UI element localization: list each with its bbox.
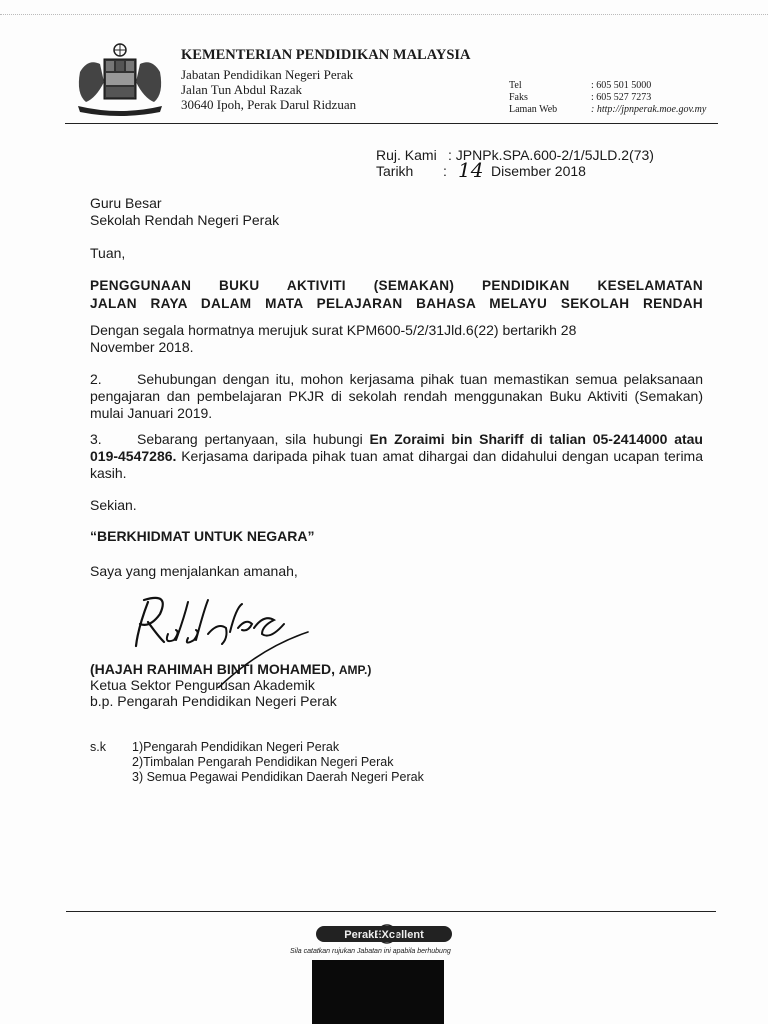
signatory-title: AMP.) — [338, 663, 372, 677]
paragraph-3-text-a: Sebarang pertanyaan, sila hubungi — [137, 431, 370, 447]
ref-label: Ruj. Kami — [376, 147, 437, 163]
svg-text:PerakEXcellent: PerakEXcellent — [344, 929, 424, 941]
fax-label: Faks — [509, 92, 528, 103]
date-day-handwritten: 14 — [458, 158, 484, 182]
signatory-name-text: (HAJAH RAHIMAH BINTI MOHAMED, — [90, 661, 335, 677]
signatory-behalf: b.p. Pengarah Pendidikan Negeri Perak — [90, 693, 337, 709]
subject-line-1: PENGGUNAAN BUKU AKTIVITI (SEMAKAN) PENDIDIKAN KESELAMATAN — [90, 278, 703, 293]
cc-item-3: 3) Semua Pegawai Pendidikan Daerah Negeri Perak — [132, 770, 424, 784]
paragraph-2 — [90, 371, 703, 422]
web-value[interactable]: : http://jpnperak.moe.gov.my — [591, 104, 707, 115]
paragraph-3 — [90, 431, 703, 482]
salutation: Tuan, — [90, 245, 126, 261]
closing-amanah: Saya yang menjalankan amanah, — [90, 563, 298, 579]
perak-excellent-logo — [315, 923, 453, 945]
paragraph-2-text: Sehubungan dengan itu, mohon kerjasama pihak tuan memastikan semua pelaksanaan pengajaran dan pembelajaran PKJR di sekolah rendah menggunakan Buku Aktiviti (Semakan) mulai Januari 2019. — [90, 371, 703, 421]
coat-of-arms-icon — [70, 42, 170, 118]
ministry-name: KEMENTERIAN PENDIDIKAN MALAYSIA — [181, 47, 471, 63]
recipient-line-1: Guru Besar — [90, 195, 162, 211]
address-line-2: Jalan Tun Abdul Razak — [181, 82, 302, 97]
header-divider — [65, 123, 718, 124]
recipient-line-2: Sekolah Rendah Negeri Perak — [90, 212, 280, 228]
paragraph-3-contact: En Zoraimi bin Shariff di talian 05-2414000 atau 019-4547286. — [90, 431, 703, 464]
date-label: Tarikh — [376, 163, 414, 179]
subject-line-2: JALAN RAYA DALAM MATA PELAJARAN BAHASA MELAYU SEKOLAH RENDAH — [90, 296, 703, 311]
paragraph-2-number: 2. — [90, 371, 102, 387]
tel-label: Tel — [509, 80, 522, 91]
fax-value: : 605 527 7273 — [591, 92, 652, 103]
subject-heading — [90, 277, 703, 313]
web-label: Laman Web — [509, 104, 558, 115]
cc-item-1: 1)Pengarah Pendidikan Negeri Perak — [132, 740, 340, 754]
date-value: Disember 2018 — [491, 163, 586, 179]
ref-value: : JPNPk.SPA.600-2/1/5JLD.2(73) — [448, 147, 654, 163]
motto: “BERKHIDMAT UNTUK NEGARA” — [90, 528, 315, 544]
paragraph-1: Dengan segala hormatnya merujuk surat KPM600-5/2/31Jld.6(22) bertarikh 28 November 2018. — [90, 322, 577, 355]
cc-label: s.k — [90, 740, 106, 754]
footer-note: Sila catatkan rujukan Jabatan ini apabila berhubung — [290, 948, 451, 955]
tel-value: : 605 501 5000 — [591, 80, 652, 91]
footer-divider — [66, 911, 716, 912]
scan-edge-line — [0, 14, 768, 15]
closing-sekian: Sekian. — [90, 497, 137, 513]
cc-item-2: 2)Timbalan Pengarah Pendidikan Negeri Perak — [132, 755, 394, 769]
paragraph-3-text-b: Kerjasama daripada pihak tuan amat dihargai dan didahului dengan ucapan terima kasih. — [90, 448, 703, 481]
address-line-1: Jabatan Pendidikan Negeri Perak — [181, 67, 354, 82]
address-line-3: 30640 Ipoh, Perak Darul Ridzuan — [181, 97, 357, 112]
signatory-position: Ketua Sektor Pengurusan Akademik — [90, 677, 315, 693]
paragraph-3-number: 3. — [90, 431, 102, 447]
redaction-block — [312, 960, 444, 1024]
date-colon: : — [443, 163, 447, 179]
